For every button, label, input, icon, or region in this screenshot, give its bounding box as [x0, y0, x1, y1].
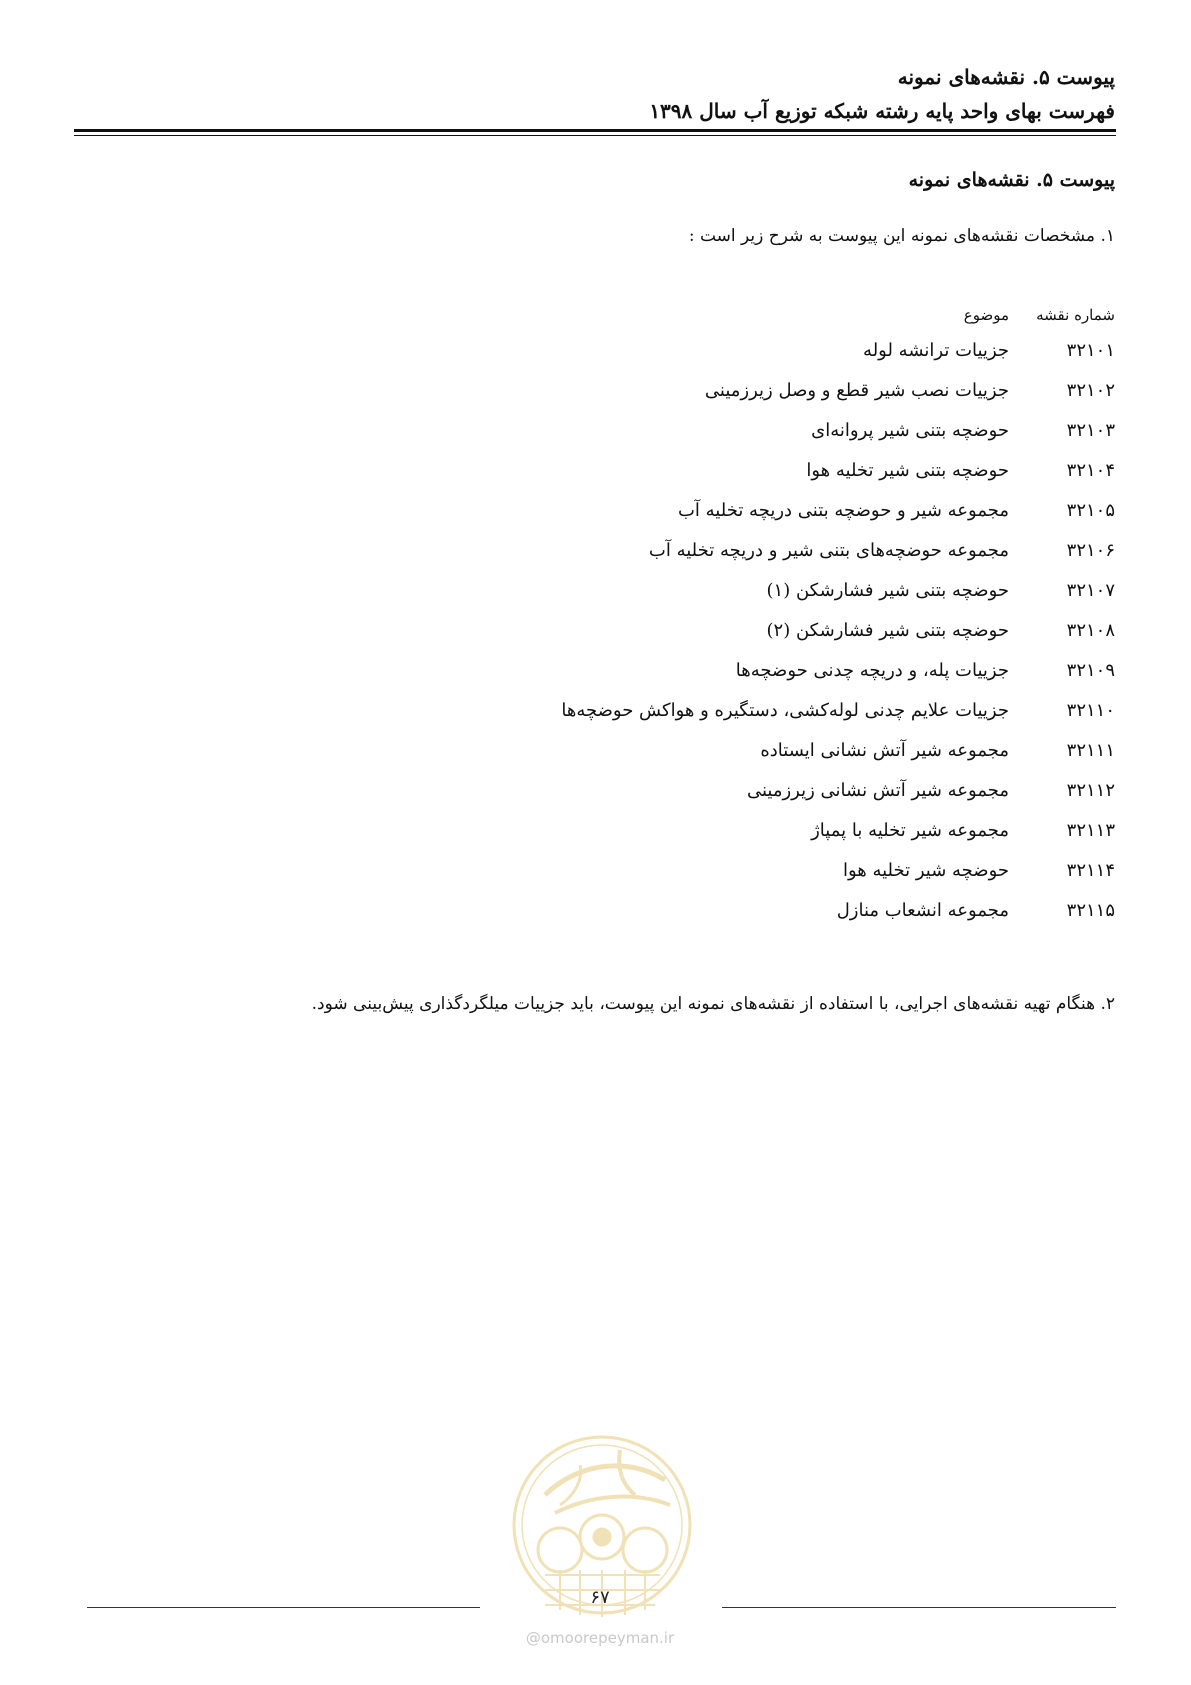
drawing-number: ۳۲۱۰۲ [1066, 380, 1115, 401]
footer-rule-right [722, 1607, 1116, 1608]
paragraph-1: ۱. مشخصات نقشه‌های نمونه این پیوست به شرح زیر است : [688, 226, 1115, 246]
drawing-subject: حوضچه بتنی شیر فشارشکن (۲) [766, 620, 1009, 641]
drawing-row [215, 620, 1115, 660]
drawing-row [215, 660, 1115, 700]
drawing-row [215, 540, 1115, 580]
drawing-number: ۳۲۱۰۸ [1066, 620, 1115, 641]
paragraph-2: ۲. هنگام تهیه نقشه‌های اجرایی، با استفاده از نقشه‌های نمونه این پیوست، باید جزییات میلگردگذاری پیش‌بینی شود. [311, 994, 1115, 1014]
drawing-subject: حوضچه شیر تخلیه هوا [842, 860, 1009, 881]
drawing-row [215, 380, 1115, 420]
drawing-subject: جزییات نصب شیر قطع و وصل زیرزمینی [704, 380, 1009, 401]
drawing-row [215, 740, 1115, 780]
drawing-row [215, 420, 1115, 460]
drawing-list-header [215, 306, 1115, 330]
drawing-row [215, 580, 1115, 620]
drawing-subject: مجموعه شیر و حوضچه بتنی دریچه تخلیه آب [677, 500, 1009, 521]
drawing-row [215, 900, 1115, 940]
drawing-number: ۳۲۱۱۱ [1066, 740, 1115, 761]
drawing-subject: حوضچه بتنی شیر تخلیه هوا [806, 460, 1009, 481]
running-header-appendix-title: پیوست ۵. نقشه‌های نمونه [897, 65, 1115, 89]
header-rule-thick [74, 129, 1116, 132]
drawing-number: ۳۲۱۱۲ [1066, 780, 1115, 801]
drawing-number: ۳۲۱۰۴ [1066, 460, 1115, 481]
drawing-row [215, 500, 1115, 540]
drawing-number: ۳۲۱۱۴ [1066, 860, 1115, 881]
drawing-number: ۳۲۱۱۳ [1066, 820, 1115, 841]
drawing-subject: حوضچه بتنی شیر پروانه‌ای [811, 420, 1009, 441]
drawing-subject: مجموعه شیر آتش نشانی زیرزمینی [746, 780, 1009, 801]
footer-rule-left [87, 1607, 480, 1608]
drawing-number: ۳۲۱۰۳ [1066, 420, 1115, 441]
drawing-row [215, 460, 1115, 500]
drawing-row [215, 820, 1115, 860]
drawing-row [215, 780, 1115, 820]
header-rule-thin [74, 135, 1116, 136]
section-title: پیوست ۵. نقشه‌های نمونه [908, 169, 1115, 191]
drawing-number: ۳۲۱۰۶ [1066, 540, 1115, 561]
column-header-subject: موضوع [963, 306, 1009, 324]
drawing-subject: مجموعه شیر آتش نشانی ایستاده [760, 740, 1009, 761]
column-header-number: شماره نقشه [1036, 306, 1115, 324]
drawing-row [215, 340, 1115, 380]
drawing-number: ۳۲۱۰۵ [1066, 500, 1115, 521]
drawing-subject: مجموعه حوضچه‌های بتنی شیر و دریچه تخلیه آب [648, 540, 1009, 561]
drawing-subject: جزییات پله، و دریچه چدنی حوضچه‌ها [735, 660, 1009, 681]
page-number: ۶۷ [590, 1587, 610, 1608]
drawing-subject: حوضچه بتنی شیر فشارشکن (۱) [766, 580, 1009, 601]
running-header-document-title: فهرست بهای واحد پایه رشته شبکه توزیع آب سال ۱۳۹۸ [649, 99, 1115, 123]
drawing-subject: مجموعه شیر تخلیه با پمپاژ [811, 820, 1009, 841]
drawing-row [215, 700, 1115, 740]
drawing-number: ۳۲۱۰۱ [1066, 340, 1115, 361]
drawing-list [215, 340, 1115, 940]
drawing-subject: مجموعه انشعاب منازل [836, 900, 1009, 921]
drawing-subject: جزییات ترانشه لوله [863, 340, 1009, 361]
drawing-number: ۳۲۱۰۷ [1066, 580, 1115, 601]
drawing-number: ۳۲۱۱۰ [1066, 700, 1115, 721]
drawing-subject: جزییات علایم چدنی لوله‌کشی، دستگیره و هواکش حوضچه‌ها [561, 700, 1009, 721]
drawing-row [215, 860, 1115, 900]
drawing-number: ۳۲۱۰۹ [1066, 660, 1115, 681]
drawing-number: ۳۲۱۱۵ [1066, 900, 1115, 921]
running-header [75, 60, 1115, 128]
watermark-url: @omoorepeyman.ir [525, 1629, 675, 1647]
